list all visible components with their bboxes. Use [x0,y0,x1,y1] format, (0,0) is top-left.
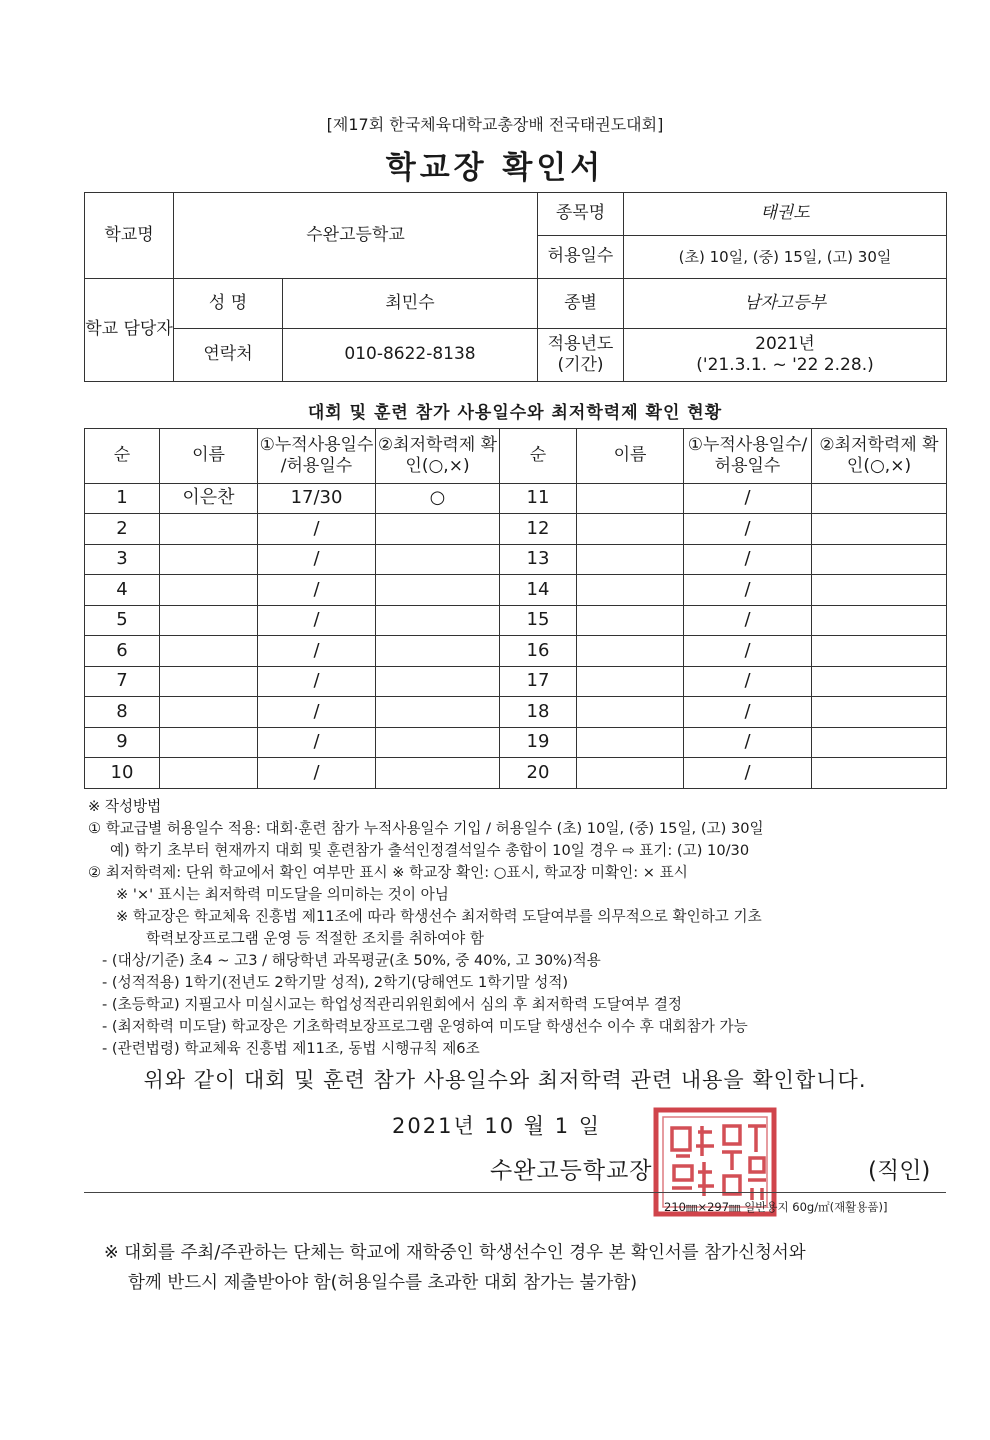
row-name-right [577,544,684,575]
row-no-right: 19 [500,727,577,758]
year-period: ('21.3.1. ~ '22 2.28.) [696,355,874,375]
row-no: 10 [85,758,160,789]
col-no-right: 순 [500,429,577,484]
detail-2: - (성적적용) 1학기(전년도 2학기말 성적), 2학기(당해연도 1학기말 성적) [102,974,569,991]
year-label: 적용년도 (기간) [538,329,624,382]
detail-3: - (초등학교) 지필고사 미실시교는 학업성적관리위원회에서 심의 후 최저학력 도달여부 결정 [102,996,683,1013]
roster-heading: 대회 및 훈련 참가 사용일수와 최저학력제 확인 현황 [307,403,723,423]
row-no-right: 17 [500,666,577,697]
row-no-right: 15 [500,605,577,636]
event-label: 종목명 [538,193,624,236]
col-no: 순 [85,429,160,484]
row-check-right [812,605,947,636]
allowed-days-label: 허용일수 [538,236,624,279]
row-name [160,727,258,758]
footer-note [104,1238,944,1298]
document-title: 학교장 확인서 [385,150,605,186]
table-row [85,484,947,514]
row-no: 1 [85,484,160,514]
row-days: / [258,727,376,758]
row-days-right: / [684,697,812,728]
row-name [160,575,258,606]
row-name-right [577,636,684,667]
row-check-right [812,514,947,545]
col-name-right: 이름 [577,429,684,484]
contact-value: 010-8622-8138 [283,329,538,382]
row-name-right [577,484,684,514]
table-row [85,544,947,575]
row-no-right: 16 [500,636,577,667]
name-value: 최민수 [283,279,538,329]
row-check [376,605,500,636]
table-row [85,514,947,545]
row-check [376,514,500,545]
row-no: 8 [85,697,160,728]
row-check-right [812,727,947,758]
note-1: ① 학교급별 허용일수 적용: 대회·훈련 참가 누적사용일수 기입 / 허용일수 (초) 10일, (중) 15일, (고) 30일 [88,820,764,837]
row-check [376,636,500,667]
row-name-right [577,575,684,606]
row-no-right: 12 [500,514,577,545]
row-check [376,544,500,575]
row-check [376,575,500,606]
category-value: 남자고등부 [624,279,947,329]
principal-name: 수완고등학교장 [490,1158,653,1184]
seal-label: (직인) [868,1158,931,1184]
year-value: 2021년 [755,333,815,354]
col-days-right: ①누적사용일수/ 허용일수 [684,429,812,484]
row-days: / [258,636,376,667]
confirmation-statement: 위와 같이 대회 및 훈련 참가 사용일수와 최저학력 관련 내용을 확인합니다. [143,1068,867,1092]
row-no: 5 [85,605,160,636]
detail-4: - (최저학력 미도달) 학교장은 기초학력보장프로그램 운영하여 미도달 학생선수 이수 후 대회참가 가능 [102,1018,748,1035]
name-label: 성 명 [174,279,283,329]
note-4b: 학력보장프로그램 운영 등 적절한 조치를 취하여야 함 [146,930,484,947]
row-days-right: / [684,758,812,789]
row-no: 4 [85,575,160,606]
row-check [376,758,500,789]
row-no: 2 [85,514,160,545]
paper-spec: 210㎜×297㎜ 일반용지 60g/㎡(재활용품)] [664,1200,888,1214]
table-row [85,727,947,758]
row-check [376,697,500,728]
row-check-right [812,575,947,606]
footer-line-2: 함께 반드시 제출받아야 함(허용일수를 초과한 대회 참가는 불가함) [128,1273,638,1293]
row-name [160,636,258,667]
row-no-right: 20 [500,758,577,789]
confirmation-date: 2021년 10 월 1 일 [392,1114,602,1138]
row-no-right: 13 [500,544,577,575]
row-check [376,727,500,758]
row-name-right [577,666,684,697]
table-row [85,636,947,667]
row-days: / [258,544,376,575]
row-check-right [812,758,947,789]
row-days-right: / [684,484,812,514]
row-name [160,514,258,545]
contact-label: 연락처 [174,329,283,382]
col-check: ②최저학력제 확인(○,×) [376,429,500,484]
table-row [85,666,947,697]
note-4a: ※ 학교장은 학교체육 진흥법 제11조에 따라 학생선수 최저학력 도달여부를 의무적으로 확인하고 기초 [116,908,762,925]
row-name-right [577,605,684,636]
row-no: 3 [85,544,160,575]
row-no: 7 [85,666,160,697]
instructions [88,796,958,1060]
row-name [160,605,258,636]
row-check-right [812,697,947,728]
row-days-right: / [684,727,812,758]
row-check-right [812,484,947,514]
row-check-right [812,636,947,667]
row-name [160,666,258,697]
table-row [85,697,947,728]
note-1-example: 예) 학기 초부터 현재까지 대회 및 훈련참가 출석인정결석일수 총합이 10일 경우 ⇨ 표기: (고) 10/30 [110,842,750,859]
row-days-right: / [684,636,812,667]
row-days-right: / [684,514,812,545]
row-check-right [812,666,947,697]
row-days-right: / [684,666,812,697]
row-name-right [577,727,684,758]
detail-5: - (관련법령) 학교체육 진흥법 제11조, 동법 시행규칙 제6조 [102,1040,480,1057]
row-no-right: 18 [500,697,577,728]
table-row [85,575,947,606]
row-check [376,666,500,697]
row-days: / [258,666,376,697]
table-row [85,605,947,636]
event-value: 태권도 [624,193,947,236]
staff-label: 학교 담당자 [85,279,174,382]
year-cell [624,329,947,382]
document-subtitle: [제17회 한국체육대학교총장배 전국태권도대회] [326,115,664,134]
school-label: 학교명 [85,193,174,279]
row-days-right: / [684,605,812,636]
roster-table [84,428,947,789]
row-no-right: 14 [500,575,577,606]
col-check-right: ②최저학력제 확인(○,×) [812,429,947,484]
row-days-right: / [684,544,812,575]
row-name-right [577,758,684,789]
category-label: 종별 [538,279,624,329]
allowed-days-value: (초) 10일, (중) 15일, (고) 30일 [624,236,947,279]
row-name-right [577,514,684,545]
row-days: / [258,697,376,728]
footer-line-1: ※ 대회를 주최/주관하는 단체는 학교에 재학중인 학생선수인 경우 본 확인서를 참가신청서와 [104,1243,806,1263]
note-3: ※ '×' 표시는 최저학력 미도달을 의미하는 것이 아님 [116,886,449,903]
row-no: 9 [85,727,160,758]
row-check-right [812,544,947,575]
row-days: / [258,514,376,545]
detail-1: - (대상/기준) 초4 ~ 고3 / 해당학년 과목평균(초 50%, 중 40%, 고 30%)적용 [102,952,601,969]
row-days-right: / [684,575,812,606]
row-no-right: 11 [500,484,577,514]
row-name [160,758,258,789]
row-no: 6 [85,636,160,667]
row-days: / [258,605,376,636]
col-name: 이름 [160,429,258,484]
note-2: ② 최저학력제: 단위 학교에서 확인 여부만 표시 ※ 학교장 확인: ○표시, 학교장 미확인: × 표시 [88,864,688,881]
row-name: 이은찬 [160,484,258,514]
divider-line [84,1192,946,1193]
school-name: 수완고등학교 [174,193,538,279]
row-name [160,697,258,728]
row-days: / [258,575,376,606]
row-name [160,544,258,575]
row-name-right [577,697,684,728]
table-row [85,758,947,789]
info-table [84,192,947,382]
row-check: ○ [376,484,500,514]
row-days: / [258,758,376,789]
row-days: 17/30 [258,484,376,514]
col-days: ①누적사용일수 /허용일수 [258,429,376,484]
instructions-heading: ※ 작성방법 [88,798,162,815]
